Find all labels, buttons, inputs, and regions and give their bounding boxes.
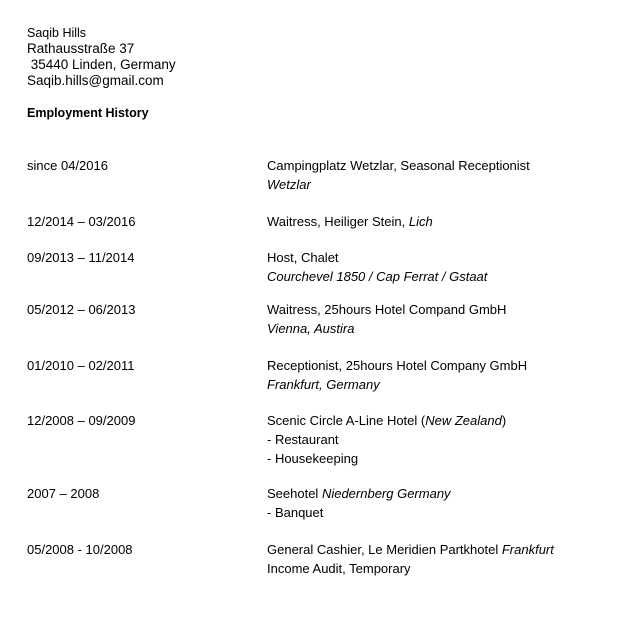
entry-location: Frankfurt [501, 542, 554, 557]
entry-description [267, 212, 597, 231]
entry-title [267, 212, 597, 231]
entry-title-text: Seehotel [267, 486, 322, 501]
entry-description [267, 156, 597, 194]
entry-location: Lich [408, 214, 433, 229]
entry-date: since 04/2016 [27, 158, 108, 173]
entry-title: Campingplatz Wetzlar, Seasonal Receptionist [267, 158, 530, 173]
section-title: Employment History [27, 106, 149, 120]
entry-title-text: Waitress, Heiliger Stein, [267, 214, 409, 229]
entry-duty: - Restaurant [267, 432, 339, 447]
entry-duty: - Banquet [267, 505, 324, 520]
entry-description [267, 411, 597, 468]
entry-date: 01/2010 – 02/2011 [27, 358, 135, 373]
entry-description [267, 484, 597, 522]
entry-description [267, 356, 597, 394]
entry-duty: Income Audit, Temporary [267, 561, 411, 576]
entry-location: New Zealand [425, 413, 502, 428]
contact-street: Rathausstraße 37 [27, 41, 135, 56]
contact-name: Saqib Hills [27, 26, 87, 40]
entry-description [267, 300, 597, 338]
entry-location: Vienna, Austira [267, 321, 355, 336]
contact-city: 35440 Linden, Germany [27, 57, 176, 72]
entry-location: Niedernberg Germany [321, 486, 451, 501]
entry-description [267, 248, 597, 286]
entry-date: 12/2014 – 03/2016 [27, 214, 136, 229]
entry-title-text: Scenic Circle A-Line Hotel ( [267, 413, 426, 428]
entry-title: Host, Chalet [267, 250, 339, 265]
entry-date: 09/2013 – 11/2014 [27, 250, 135, 265]
entry-title-text: General Cashier, Le Meridien Partkhotel [267, 542, 502, 557]
entry-title [267, 411, 597, 430]
entry-title [267, 484, 597, 503]
entry-title: Waitress, 25hours Hotel Compand GmbH [267, 302, 507, 317]
entry-location: Wetzlar [267, 177, 311, 192]
entry-title: Receptionist, 25hours Hotel Company GmbH [267, 358, 528, 373]
entry-title-suffix: ) [501, 413, 507, 428]
entry-date: 05/2012 – 06/2013 [27, 302, 136, 317]
contact-email: Saqib.hills@gmail.com [27, 73, 164, 88]
entry-duty: - Housekeeping [267, 451, 359, 466]
entry-title [267, 540, 597, 559]
entry-location: Courchevel 1850 / Cap Ferrat / Gstaat [267, 269, 488, 284]
entry-date: 12/2008 – 09/2009 [27, 413, 136, 428]
entry-date: 05/2008 - 10/2008 [27, 542, 133, 557]
entry-description [267, 540, 597, 578]
contact-block [27, 25, 176, 89]
entry-location: Frankfurt, Germany [267, 377, 380, 392]
entry-date: 2007 – 2008 [27, 486, 100, 501]
